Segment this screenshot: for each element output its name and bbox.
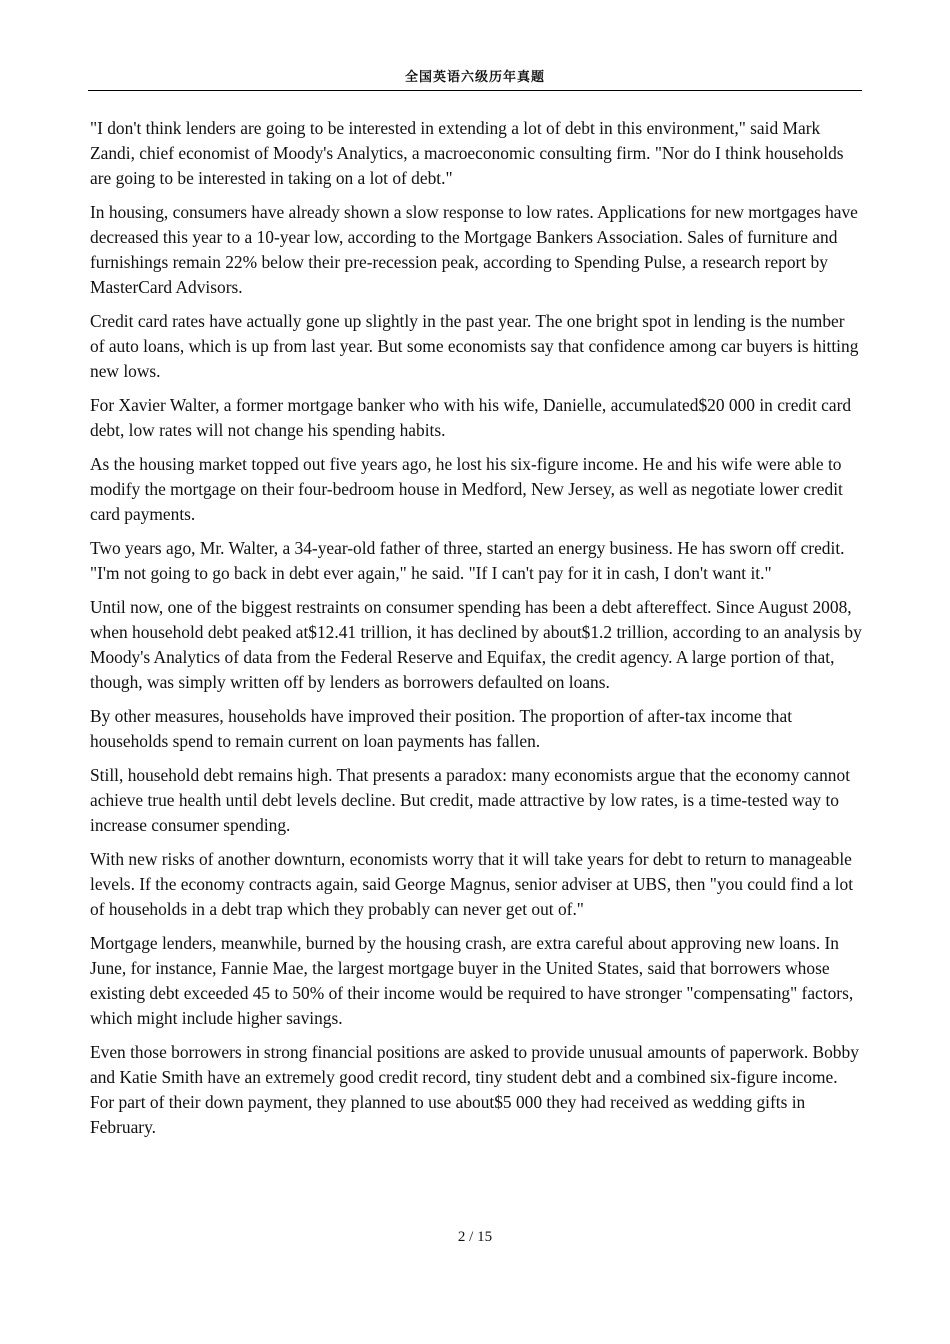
paragraph-9: Still, household debt remains high. That presents a paradox: many economists argue that the economy cannot achieve true health until debt levels decline. But credit, made attractive by low rates, is a time-tested way to increase consumer spending. — [90, 765, 851, 835]
page-number: 2 / 15 — [457, 1229, 493, 1245]
paragraph-10: With new risks of another downturn, economists worry that it will take years for debt to return to manageable levels. If the economy contracts again, said George Magnus, senior adviser at UBS, then "you could find a lot of households in a debt trap which they probably can never get out of." — [90, 849, 854, 919]
paragraph-4: For Xavier Walter, a former mortgage banker who with his wife, Danielle, accumulated$20 000 in credit card debt, low rates will not change his spending habits. — [90, 395, 852, 440]
paragraph-12: Even those borrowers in strong financial positions are asked to provide unusual amounts of paperwork. Bobby and Katie Smith have an extremely good credit record, tiny student debt and a combined six-figure income. For part of their down payment, they planned to use about$5 000 they had received as wedding gifts in February. — [90, 1042, 859, 1137]
paragraph-3: Credit card rates have actually gone up slightly in the past year. The one bright spot in lending is the number of auto loans, which is up from last year. But some economists say that confidence among car buyers is hitting new lows. — [90, 311, 859, 381]
header-divider — [88, 90, 862, 91]
article-body — [90, 116, 862, 1149]
paragraph-11: Mortgage lenders, meanwhile, burned by the housing crash, are extra careful about approving new loans. In June, for instance, Fannie Mae, the largest mortgage buyer in the United States, said that borrowers whose existing debt exceeded 45 to 50% of their income would be required to have stronger "compensating" factors, which might include higher savings. — [90, 933, 854, 1028]
paragraph-2: In housing, consumers have already shown a slow response to low rates. Applications for new mortgages have decreased this year to a 10-year low, according to the Mortgage Bankers Association. Sales of furniture and furnishings remain 22% below their pre-recession peak, according to Spending Pulse, a research report by MasterCard Advisors. — [90, 202, 858, 297]
paragraph-8: By other measures, households have improved their position. The proportion of after-tax income that households spend to remain current on loan payments has fallen. — [90, 706, 793, 751]
paragraph-5: As the housing market topped out five years ago, he lost his six-figure income. He and his wife were able to modify the mortgage on their four-bedroom house in Medford, New Jersey, as well as negotiate lower credit card payments. — [90, 454, 843, 524]
paragraph-1: "I don't think lenders are going to be interested in extending a lot of debt in this environment," said Mark Zandi, chief economist of Moody's Analytics, a macroeconomic consulting firm. "Nor do I think households are going to be interested in taking on a lot of debt." — [90, 118, 844, 188]
paragraph-6: Two years ago, Mr. Walter, a 34-year-old father of three, started an energy business. He has sworn off credit. "I'm not going to go back in debt ever again," he said. "If I can't pay for it in cash, I don't want it." — [90, 538, 845, 583]
page-header-title: 全国英语六级历年真题 — [404, 70, 545, 85]
paragraph-7: Until now, one of the biggest restraints on consumer spending has been a debt aftereffect. Since August 2008, when household debt peaked at$12.41 trillion, it has declined by about$1.2 trillion, according to an analysis by Moody's Analytics of data from the Federal Reserve and Equifax, the credit agency. A large portion of that, though, was simply written off by lenders as borrowers defaulted on loans. — [90, 597, 862, 692]
